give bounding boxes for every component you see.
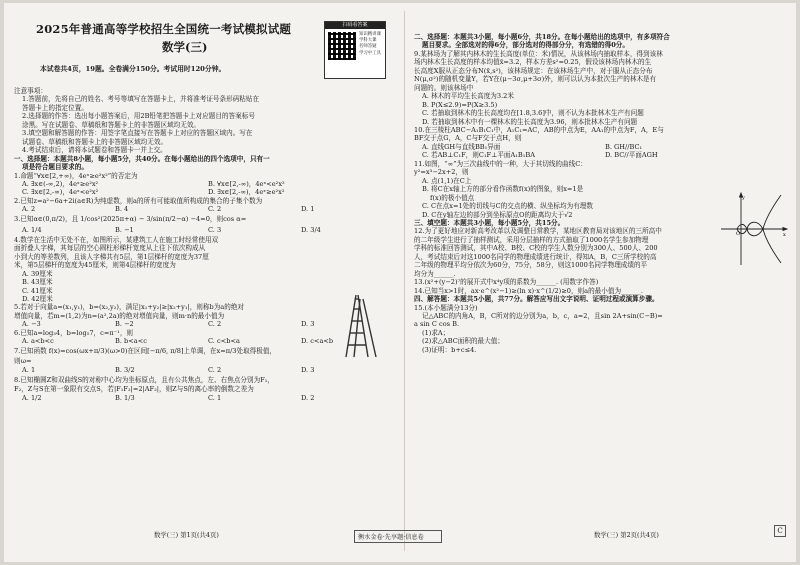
question-9-line: 9.某林场为了解其内林木的生长高度(单位：米)情况，从该林场内抽取样本，得到该林 (414, 49, 663, 58)
qr-code-icon (328, 32, 356, 60)
qr-side-list (359, 32, 381, 57)
qr-side-item: 名师答疑 (359, 44, 377, 50)
question-1-options (14, 180, 394, 188)
option: C. c<b<a (208, 337, 240, 346)
note-line: 答题卡上的指定位置。 (22, 103, 88, 112)
question-5-line: 增值向量，若m=(1,2)为n=(a²,2a)的绝对增值向量，则m·n的最小值为 (14, 311, 225, 320)
option: D. 2 (301, 394, 315, 403)
question-15-part: (1)求A； (422, 328, 450, 337)
exam-sheet (4, 3, 796, 562)
note-line: 4.考试结束后，请将本试题卷和答题卡一并上交。 (22, 146, 167, 155)
question-12-line: 12.为了更好地应对新高考改革以及调整日常教学，某地区教育局对该地区的三所高中 (414, 227, 662, 236)
question-15-title: 15.(本小题满分13分) (414, 303, 478, 312)
option: f(x)的极小值点 (430, 193, 475, 202)
question-10-options (414, 151, 788, 159)
option: D. BC//平面AGH (605, 151, 658, 160)
option: B. 43厘米 (22, 278, 53, 287)
section-4-heading: 四、解答题：本题共5小题，共77分。解答应写出文字说明、证明过程或演算步骤。 (414, 295, 659, 304)
question-8-options (14, 393, 394, 404)
option: B. P(X≤2.9)=P(X≥3.5) (422, 100, 498, 109)
option: A. a<b<c (22, 337, 54, 346)
section-1-heading: 一、选择题：本题共8小题，每小题5分，共40分。在每小题给出的四个选项中，只有一 (14, 154, 270, 163)
option: D. 42厘米 (22, 294, 53, 303)
ladder-figure (336, 291, 382, 359)
column-divider (404, 11, 405, 551)
section-2-heading: 二、选择题：本题共3小题，每小题6分，共18分。在每小题给出的选项中，有多项符合 (414, 33, 670, 41)
question-11-line: 11.如图，“∞”为三次曲线中的一种，大于其切线的曲线C： (414, 159, 587, 168)
left-column (14, 3, 394, 404)
question-4-line: 米，第5层梯杆的宽度为45厘米，则第4层梯杆的宽度为 (14, 261, 176, 270)
question-15-stem: 记△ABC的内角A，B，C所对的边分别为a，b，c，a=2，且sin 2A+sin(C−B)= (422, 311, 663, 320)
question-1-options (14, 188, 394, 196)
option: B. 将C在x轴上方的部分看作函数f(x)的图象，则x=1是 (422, 185, 584, 194)
option: D. c<a<b (301, 337, 334, 346)
qr-side-item: 学习中工具 (359, 50, 381, 56)
corner-mark: C (774, 525, 786, 537)
option: A. 直线GH与直线BB₁异面 (422, 142, 501, 151)
question-3-options (14, 225, 394, 236)
question-15-part: (2)求△ABC面积的最大值； (422, 337, 504, 346)
svg-text:y: y (742, 195, 745, 201)
option: A. 39厘米 (22, 269, 53, 278)
page-footer-left: 数学(三) 第1页(共4页) (154, 531, 219, 539)
option: D. ∃x∈[2,-∞)，4eˣ≥e²x² (208, 188, 285, 197)
question-9-line: 长高度X服从正态分布N(x̄,s²)，该林场规定：在该林场生产中，对于服从正态分布 (414, 66, 653, 75)
question-4-line: 小到大的等差数列，且该人字梯共有5层，第1层梯杆的宽度为37厘 (14, 252, 209, 261)
exam-header (14, 3, 394, 87)
option: A. 1 (22, 366, 36, 375)
exam-subtitle: 数学(三) (162, 40, 208, 54)
option: C. 2 (208, 366, 222, 375)
question-12-line: 的二年级学生进行了抽样测试，采用分层抽样的方式抽取了1000名学生参加物理 (414, 235, 649, 244)
option: D. C在y轴左边的部分到坐标原点O的距离均大于√2 (422, 210, 573, 219)
note-line: 1.答题前，先将自己的姓名、考号等填写在答题卡上，并将准考证号条形码粘贴在 (22, 95, 260, 104)
option: B. ∀x∈[2,-∞)，4eˣ<e²x² (208, 179, 285, 188)
notes-title: 注意事项： (14, 87, 47, 95)
page-footer-right: 数学(三) 第2页(共4页) (594, 531, 659, 539)
option: A. 林木的平均生长高度为3.2米 (422, 92, 514, 101)
question-15-stem-cont: a sin C cos B. (414, 320, 460, 329)
question-9-line: 问题的。则该林场中 (414, 83, 474, 92)
exam-title: 2025年普通高等学校招生全国统一考试模拟试题 (36, 22, 292, 36)
note-line: 3.填空题和解答题的作答：用签字笔直接写在答题卡上对应的答题区域内。写在 (22, 129, 253, 138)
question-10-line: 10.在三棱柱ABC−A₁B₁C₁中，A₁C₁=AC，AB的中点为E，AA₁的中点为F，A，E与 (414, 125, 664, 134)
question-11-line: y²=x³−2x+2，则 (414, 168, 469, 177)
qr-side-item: 学科大课 (359, 38, 377, 44)
question-9-line: N(μ,σ²)的随机变量Y，若Y在(μ−3σ,μ+3σ)外，则可以认为本批次生产的林木是有 (414, 75, 657, 84)
option: D. 3 (301, 320, 315, 329)
option: B. 3/2 (115, 366, 135, 375)
option: C. 2 (208, 205, 222, 214)
option: A. 点(1,1)在C上 (422, 176, 472, 185)
question-7-line: 7.已知函数 f(x)=cos(ωx+π/3)(ω>0)在区间[−π/6, π/8]上单调，在x=π/3处取得极值， (14, 346, 277, 355)
question-6: 6.已知a=log₃4，b=log₅7，c=π⁻¹，则 (14, 328, 134, 337)
option: B. −1 (115, 225, 134, 234)
option: C. 2 (208, 320, 222, 329)
option: A. ∃x∈(-∞,2)，4eˣ≥e²x² (22, 179, 99, 188)
exam-info: 本试卷共4页，19题。全卷满分150分。考试用时120分钟。 (40, 65, 226, 73)
question-5-line: 5.若对于向量a=(x₁,y₁)，b=(x₂,y₂)，满足|x₁+y₂|≥|x₂+y₁|，则称b为a的绝对 (14, 303, 245, 312)
question-8-line: 8.已知椭圆Z和双曲线S的对称中心均为坐标原点，且有公共焦点，左、右焦点分别为F₁， (14, 376, 274, 385)
section-3-heading: 三、填空题：本题共3小题，每小题5分，共15分。 (414, 218, 565, 227)
option: C. 1 (208, 394, 222, 403)
note-line: 2.选择题的作答：选出每小题答案后，用2B铅笔把答题卡上对应题目的答案标号 (22, 112, 255, 121)
option: A. 1/2 (22, 394, 42, 403)
question-12-line: 人，考试结束后对这1000名同学的物理成绩进行统计，得知A，B，C三所学校的高 (414, 252, 657, 261)
option: B. b<a<c (115, 337, 147, 346)
option: C. ∃x∈[2,-∞)，4eˣ<e²x² (22, 188, 99, 197)
question-3: 3.已知α∈(0,π/2)，且 1/cos²(2025π+α) − 3/sin(π/2−α) −4=0，则cos α= (14, 214, 247, 223)
curve-graph-figure (719, 191, 789, 267)
option: C. C在点x=1处的切线与C的交点的横、纵坐标均为有理数 (422, 202, 593, 211)
question-13: 13.(x²+(y−2)⁷的展开式中x⁴y项的系数为______. (用数字作答) (414, 278, 599, 287)
question-12-line: 学科的标准回答测试，其中A校、B校、C校的学生人数分别为300人、500人、200 (414, 244, 658, 253)
question-15-part: (3)证明：b+c≤4. (422, 345, 477, 354)
svg-text:x: x (783, 232, 786, 238)
option: C. 41厘米 (22, 286, 53, 295)
question-4-line: 面折叠人字梯，其每层的空心圆柱形梯杆宽度从上往下依次构成从 (14, 244, 206, 253)
question-12-line: 二年级的物理平均分依次为60分，75分，58分，则这1000名同学物理成绩的平 (414, 261, 648, 270)
option: A. −3 (22, 320, 41, 329)
section-1-heading-cont: 项是符合题目要求的。 (22, 163, 88, 172)
question-14: 14.已知当x>1时，ax·e^(x²−1)≥(ln x)·x^(1/2)≥0，则a的最小值为______. (414, 286, 643, 295)
svg-text:O: O (736, 231, 741, 237)
publisher-badge: 衡水金卷·先享题·信息卷 (354, 530, 442, 543)
question-8-line: F₂，Z与S在第一象限有交点S，若|F₁F₂|=2|AF₂|，则Z与S的离心率的倒数之差为 (14, 384, 254, 393)
question-10-line: BF交于点G，A，C与F交于点H，则 (414, 134, 522, 143)
note-line: 涂黑。写在试题卷、草稿纸和答题卡上的非答题区域均无效。 (22, 120, 201, 129)
section-2-heading-cont: 题目要求。全部选对的得6分，部分选对的得部分分，有选错的得0分。 (422, 41, 629, 50)
option: D. 1 (301, 205, 315, 214)
qr-side-item: 知识精讲课 (359, 32, 381, 37)
option: C. 若AB⊥C₁F，则C₁F⊥平面A₁B₁BA (422, 151, 536, 160)
option: B. GH//BC₁ (605, 142, 643, 151)
option: A. 1/4 (22, 225, 42, 234)
option: D. 3/4 (301, 225, 321, 234)
option: B. −2 (115, 320, 134, 329)
question-12-line: 均分为______. (414, 269, 456, 278)
note-line: 试题卷、草稿纸和答题卡上的非答题区域均无效。 (22, 137, 168, 146)
question-1: 1.命题“∀x∈[2,+∞)，4eˣ≥e²x²”的否定为 (14, 171, 138, 180)
qr-top-label: 扫码看答案 (325, 22, 385, 29)
option: A. 2 (22, 205, 36, 214)
qr-code-panel[interactable] (324, 21, 386, 79)
question-4-line: 4.数学在生活中无处不在，如图所示，某建筑工人在施工时经常使用双 (14, 235, 219, 244)
option: C. 若抽取到林木的生长高度均在[1.8,3.6]中，则不认为本批林木生产有问题 (422, 109, 644, 118)
option: D. 若抽取到林木中有一棵林木的生长高度为3.96，则本批林木生产有问题 (422, 117, 638, 126)
question-2: 2.已知z=a²−6a+2i(a∈R)为纯虚数，则a的所有可能取值所构成的集合的子集个数为 (14, 196, 263, 205)
option: B. 1/3 (115, 394, 135, 403)
question-7-line: 则ω= (14, 356, 32, 365)
question-7-options (14, 365, 394, 376)
right-column (414, 3, 788, 354)
option: C. 3 (208, 225, 222, 234)
option: B. 4 (115, 205, 129, 214)
option: D. 3 (301, 366, 315, 375)
question-2-options (14, 205, 394, 213)
question-9-line: 场内林木生长高度的样本均值x̄=3.2，样本方差s²=0.25，假设该林场内林木的生 (414, 58, 652, 67)
